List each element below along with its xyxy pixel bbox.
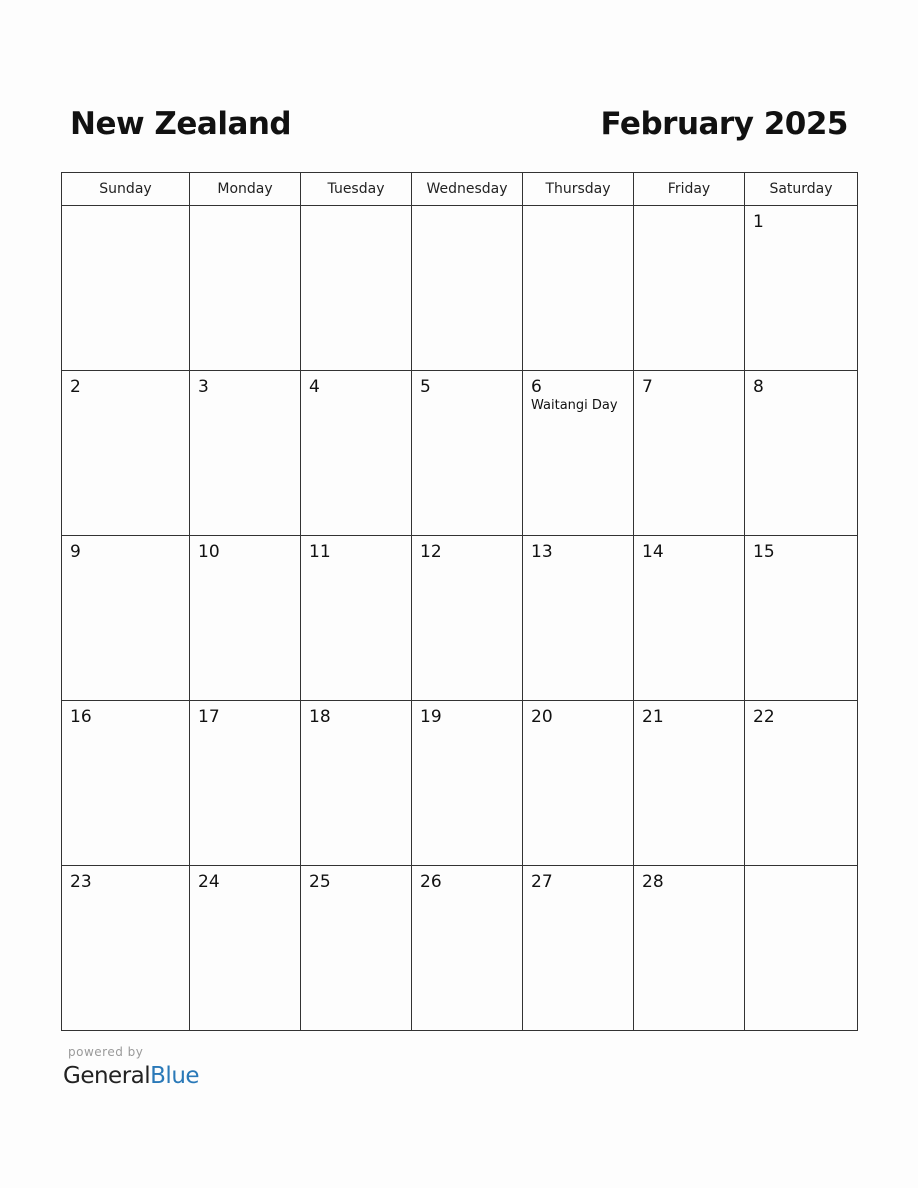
day-number: 19 bbox=[420, 707, 442, 727]
day-cell bbox=[190, 536, 301, 701]
day-number: 17 bbox=[198, 707, 220, 727]
day-cell bbox=[62, 536, 190, 701]
day-cell bbox=[62, 371, 190, 536]
day-cell bbox=[62, 701, 190, 866]
day-cell bbox=[412, 371, 523, 536]
weekday-wednesday: Wednesday bbox=[412, 173, 523, 206]
day-number bbox=[301, 206, 411, 232]
weekday-sunday: Sunday bbox=[62, 173, 190, 206]
day-number bbox=[62, 206, 189, 232]
day-number: 24 bbox=[198, 872, 220, 892]
day-cell bbox=[190, 701, 301, 866]
day-cell bbox=[634, 536, 745, 701]
weekday-tuesday: Tuesday bbox=[301, 173, 412, 206]
day-number: 2 bbox=[70, 377, 81, 397]
week-row bbox=[62, 701, 858, 866]
weekday-friday: Friday bbox=[634, 173, 745, 206]
day-number: 16 bbox=[70, 707, 92, 727]
powered-by-label: powered by bbox=[68, 1045, 144, 1059]
brand-part-general: General bbox=[63, 1063, 151, 1089]
day-number bbox=[523, 206, 633, 232]
day-cell bbox=[301, 371, 412, 536]
day-number: 26 bbox=[420, 872, 442, 892]
month-year-title: February 2025 bbox=[600, 106, 848, 142]
day-cell bbox=[412, 866, 523, 1031]
calendar-grid bbox=[61, 172, 858, 1031]
day-cell bbox=[523, 536, 634, 701]
weekday-header-row bbox=[62, 173, 858, 206]
week-row bbox=[62, 866, 858, 1031]
day-cell bbox=[301, 866, 412, 1031]
day-cell bbox=[634, 701, 745, 866]
empty-day-cell bbox=[412, 206, 523, 371]
day-number: 25 bbox=[309, 872, 331, 892]
day-cell bbox=[634, 371, 745, 536]
generalblue-logo bbox=[63, 1063, 199, 1089]
day-number: 4 bbox=[309, 377, 320, 397]
day-number: 14 bbox=[642, 542, 664, 562]
day-cell bbox=[634, 866, 745, 1031]
day-number: 15 bbox=[753, 542, 775, 562]
day-cell bbox=[301, 536, 412, 701]
day-cell bbox=[745, 536, 858, 701]
day-cell bbox=[190, 866, 301, 1031]
day-cell bbox=[523, 866, 634, 1031]
day-cell bbox=[745, 206, 858, 371]
empty-day-cell bbox=[745, 866, 858, 1031]
day-number bbox=[412, 206, 522, 232]
week-row bbox=[62, 371, 858, 536]
week-row bbox=[62, 536, 858, 701]
day-cell bbox=[523, 371, 634, 536]
brand-part-blue: Blue bbox=[150, 1063, 200, 1089]
day-number: 23 bbox=[70, 872, 92, 892]
holiday-label: Waitangi Day bbox=[531, 398, 618, 413]
empty-day-cell bbox=[62, 206, 190, 371]
day-cell bbox=[412, 701, 523, 866]
day-number: 5 bbox=[420, 377, 431, 397]
weekday-saturday: Saturday bbox=[745, 173, 858, 206]
day-number bbox=[634, 206, 744, 232]
week-row bbox=[62, 206, 858, 371]
weekday-thursday: Thursday bbox=[523, 173, 634, 206]
day-number: 21 bbox=[642, 707, 664, 727]
day-cell bbox=[745, 701, 858, 866]
day-cell bbox=[745, 371, 858, 536]
day-cell bbox=[62, 866, 190, 1031]
day-number bbox=[745, 866, 857, 892]
empty-day-cell bbox=[190, 206, 301, 371]
day-number bbox=[190, 206, 300, 232]
day-number: 22 bbox=[753, 707, 775, 727]
day-cell bbox=[301, 701, 412, 866]
country-title: New Zealand bbox=[70, 106, 292, 142]
day-number: 10 bbox=[198, 542, 220, 562]
day-number: 3 bbox=[198, 377, 209, 397]
day-cell bbox=[523, 701, 634, 866]
day-cell bbox=[190, 371, 301, 536]
empty-day-cell bbox=[523, 206, 634, 371]
empty-day-cell bbox=[301, 206, 412, 371]
day-number: 12 bbox=[420, 542, 442, 562]
day-number: 27 bbox=[531, 872, 553, 892]
day-number: 6 bbox=[531, 377, 542, 397]
day-cell bbox=[412, 536, 523, 701]
day-number: 20 bbox=[531, 707, 553, 727]
day-number: 18 bbox=[309, 707, 331, 727]
day-number: 11 bbox=[309, 542, 331, 562]
day-number: 1 bbox=[753, 212, 764, 232]
empty-day-cell bbox=[634, 206, 745, 371]
day-number: 9 bbox=[70, 542, 81, 562]
weekday-monday: Monday bbox=[190, 173, 301, 206]
day-number: 13 bbox=[531, 542, 553, 562]
day-number: 7 bbox=[642, 377, 653, 397]
day-number: 8 bbox=[753, 377, 764, 397]
day-number: 28 bbox=[642, 872, 664, 892]
